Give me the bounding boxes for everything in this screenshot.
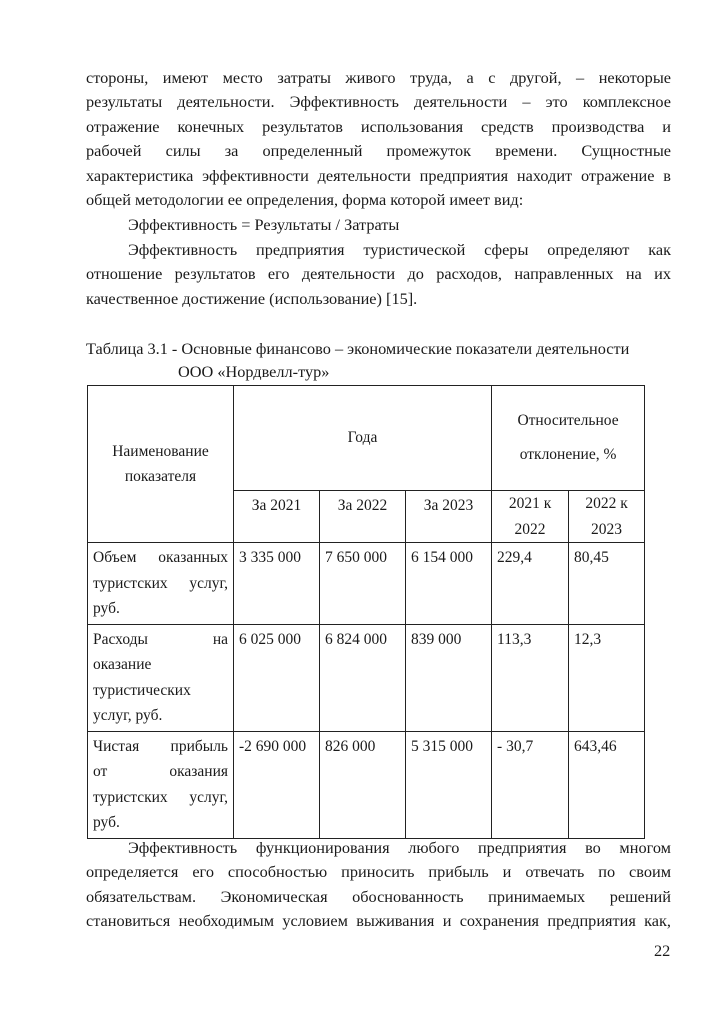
cell-2023: 5 315 000	[406, 731, 492, 838]
row-name	[88, 731, 234, 838]
row-name-line: Расходы на	[93, 630, 228, 648]
row-name-line: руб.	[93, 814, 120, 831]
row-name	[88, 543, 234, 625]
header-dev-2022-2023: 2022 к 2023	[569, 491, 645, 543]
cell-2021: 6 025 000	[234, 624, 320, 731]
header-year-2021: За 2021	[234, 491, 320, 543]
paragraph-3	[86, 836, 671, 934]
text-line: становиться необходимым условием выживания и сохранения предприятия как,	[86, 911, 671, 931]
cell-2021: 3 335 000	[234, 543, 320, 625]
row-name-line: от оказания	[93, 763, 228, 780]
row-name-line: Чистая прибыль	[93, 737, 228, 755]
cell-dev-1: 229,4	[492, 543, 569, 625]
table-caption-company: ООО «Нордвелл-тур»	[178, 362, 330, 381]
row-name-line: Объем оказанных	[93, 549, 228, 566]
header-years: Года	[234, 386, 492, 491]
table-row	[88, 731, 645, 838]
text-line: Эффективность предприятия туристической сферы определяют как	[128, 240, 671, 259]
cell-dev-1: 113,3	[492, 624, 569, 731]
paragraph-2	[86, 238, 671, 311]
header-year-2023: За 2023	[406, 491, 492, 543]
cell-2021: -2 690 000	[234, 731, 320, 838]
text-line: отражение конечных результатов использования средств производства и	[86, 116, 671, 136]
page-number: 22	[654, 941, 671, 960]
cell-dev-2: 643,46	[569, 731, 645, 838]
row-name-line: туристских услуг,	[93, 788, 228, 806]
row-name-line: туристических	[93, 681, 191, 699]
text-line: общей методологии ее определения, форма которой имеет вид:	[86, 190, 524, 210]
cell-dev-2: 12,3	[569, 624, 645, 731]
text-line: Эффективность функционирования любого предприятия во многом	[128, 838, 671, 857]
row-name-line: туристских услуг,	[93, 574, 228, 592]
cell-dev-1: - 30,7	[492, 731, 569, 838]
row-name-line: услуг, руб.	[93, 707, 163, 724]
table-row	[88, 543, 645, 625]
text-line: характеристика эффективности деятельности предприятия находит отражение в	[86, 165, 671, 185]
cell-2022: 6 824 000	[320, 624, 406, 731]
header-year-2022: За 2022	[320, 491, 406, 543]
paragraph-1	[86, 66, 671, 212]
row-name-line: руб.	[93, 600, 120, 617]
text-line: определяется его способностью приносить прибыль и отвечать по своим	[86, 862, 671, 882]
cell-2023: 6 154 000	[406, 543, 492, 625]
cell-dev-2: 80,45	[569, 543, 645, 625]
row-name	[88, 624, 234, 731]
header-deviation: Относительное отклонение, %	[492, 386, 645, 491]
header-indicator-name: Наименование показателя	[88, 386, 234, 543]
text-line: отношение результатов его деятельности до расходов, направленных на их	[86, 264, 671, 284]
text-line: качественное достижение (использование) [15].	[86, 288, 418, 308]
table-row	[88, 624, 645, 731]
cell-2022: 7 650 000	[320, 543, 406, 625]
cell-2022: 826 000	[320, 731, 406, 838]
row-name-line: оказание	[93, 656, 152, 673]
text-line: обязательствам. Экономическая обоснованность принимаемых решений	[86, 886, 671, 906]
table-caption: Таблица 3.1 - Основные финансово – экономические показатели деятельности	[86, 339, 630, 358]
text-line: результаты деятельности. Эффективность деятельности – это комплексное	[86, 92, 671, 112]
formula: Эффективность = Результаты / Затраты	[128, 215, 400, 234]
text-line: рабочей силы за определенный промежуток времени. Сущностные	[86, 141, 671, 161]
financial-indicators-table	[87, 385, 645, 839]
header-dev-2021-2022: 2021 к 2022	[492, 491, 569, 543]
cell-2023: 839 000	[406, 624, 492, 731]
text-line: стороны, имеют место затраты живого труда, а с другой, – некоторые	[86, 68, 671, 87]
